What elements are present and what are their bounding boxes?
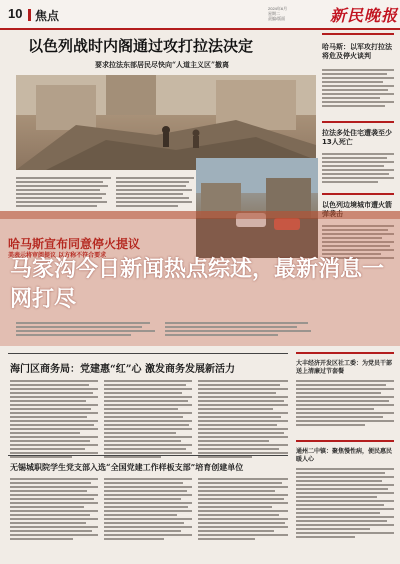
main-subheadline: 要求拉法东部居民尽快向“人道主义区”撤离 [95,60,230,69]
meta-line: 2024年6月 [268,6,288,11]
right-box-headline: 通州二中镇：聚焦慢性病，便民惠民暖人心 [296,448,393,463]
sidebar-text [322,151,394,185]
sidebar-divider [322,33,394,35]
main-photo [16,75,316,170]
sidebar-divider [322,193,394,195]
article-column [10,378,98,460]
article-column [116,175,194,209]
article-column [104,476,192,542]
second-story-headline: 哈马斯宣布同意停火提议 [8,237,141,251]
lower-headline: 海门区商务局：党建惠“红”心 激发商务发展新活力 [10,364,235,375]
lower-headline: 无锡城职院学生党支部入选“全国党建工作样板支部”培育创建单位 [10,462,244,472]
right-box-headline: 大丰经济开发区社工委：为党员干部送上清廉过节套餐 [296,360,393,375]
page-number: 10 [8,6,23,21]
article-column [296,468,394,538]
sidebar-headline: 拉法多处住宅遭袭至少13人死亡 [322,129,392,146]
article-column [16,320,156,338]
box-divider [296,440,394,442]
box-divider [296,352,394,354]
article-column [10,476,98,542]
sidebar-divider [322,121,394,123]
second-story-subheadline: 美表示将审阅提议 以方称不符合要求 [8,252,107,259]
article-column [104,378,192,460]
article-column [198,476,288,542]
meta-line: 责编/版面 [268,16,286,21]
article-column [296,380,394,426]
header-meta [268,6,328,21]
sidebar-headline: 哈马斯：以军攻打拉法将危及停火谈判 [322,43,392,60]
right-news-box [296,352,394,428]
main-headline: 以色列战时内阁通过攻打拉法决定 [28,37,254,55]
meta-line: 星期二 [268,11,280,16]
article-column [198,378,288,460]
overlay-top-strip [0,211,400,219]
sidebar-headline: 以色列边境城市遭火箭弹袭击 [322,201,392,218]
rubble-scene-image [16,75,316,170]
article-column [165,320,315,338]
article-column [16,175,111,209]
section-rule [8,353,288,354]
right-news-box [296,440,394,540]
section-rule [8,455,288,456]
overlay-title: 马家沟今日新闻热点综述，最新消息一网打尽 [10,257,385,312]
masthead-logo: 新民晚报 [330,6,399,25]
sidebar-text [322,67,394,109]
section-name: 焦点 [35,9,60,23]
